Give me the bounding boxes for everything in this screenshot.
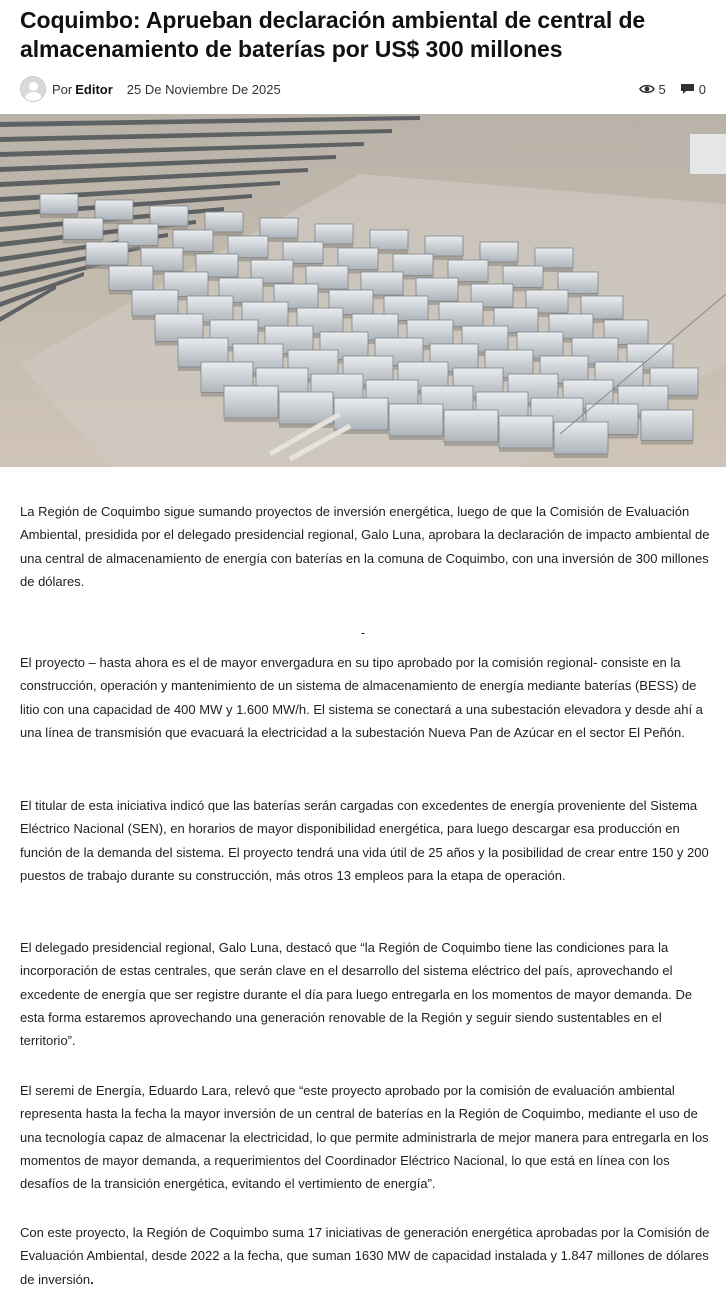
publish-date: 25 De Noviembre De 2025 bbox=[126, 81, 281, 97]
paragraph-6 bbox=[20, 1221, 710, 1291]
container-shadow bbox=[499, 448, 553, 452]
battery-container bbox=[480, 242, 518, 262]
paragraph-2: El proyecto – hasta ahora es el de mayor envergadura en su tipo aprobado por la comisión regional- consiste en la construcción, operación y mantenimiento de un sistema de almacenamiento de energía mediante baterías (BESS) de litio con una capacidad de 400 MW y 1.600 MW/h. El sistema se conectará a una subestación elevadora y desde ahí a una línea de transmisión que evacuará la electricidad a la subestación Nueva Pan de Azúcar en el sector El Peñón. bbox=[20, 655, 703, 740]
paragraph-3: El titular de esta iniciativa indicó que las baterías serán cargadas con excedentes de energía proveniente del Sistema Eléctrico Nacional (SEN), en horarios de mayor disponibilidad energética, para luego descargar esa producción en función de la demanda del sistema. El proyecto tendrá una vida útil de 25 años y la posibilidad de crear entre 150 y 200 puestos de trabajo durante su construcción, más otros 13 empleos para la etapa de operación. bbox=[20, 798, 709, 883]
battery-container bbox=[425, 236, 463, 256]
battery-container bbox=[370, 230, 408, 250]
battery-container bbox=[150, 206, 188, 226]
battery-container bbox=[155, 314, 203, 342]
battery-container bbox=[86, 242, 128, 265]
battery-container bbox=[389, 404, 443, 436]
by-label: Por bbox=[52, 81, 73, 97]
author-avatar[interactable] bbox=[20, 76, 46, 102]
eye-icon bbox=[639, 83, 655, 95]
battery-container bbox=[641, 410, 693, 441]
article-stats bbox=[639, 82, 706, 97]
battery-container bbox=[109, 266, 153, 291]
battery-container bbox=[334, 398, 388, 430]
paragraph-6-text: Con este proyecto, la Región de Coquimbo suma 17 iniciativas de generación energética aprobadas por la Comisión de Evaluación Ambiental, desde 2022 a la fecha, que suman 1630 MW de capacidad instalada y 1.847 millones de dólares de inversión bbox=[20, 1225, 710, 1287]
container-shadow bbox=[554, 454, 608, 458]
battery-container bbox=[535, 248, 573, 268]
separator: - bbox=[360, 625, 366, 640]
paragraph-4: El delegado presidencial regional, Galo Luna, destacó que “la Región de Coquimbo tiene las condiciones para la incorporación de estas centrales, que serán clave en el desarrollo del sistema eléctrico del país, aprovechando el excedente de energía que ser registre durante el día para luego entregarla en los momentos de mayor demanda. De esta forma estaremos aprovechando una generación renovable de la Región y seguir siendo sustentables en el territorio”. bbox=[20, 940, 693, 1049]
author-link[interactable]: Editor bbox=[75, 81, 113, 97]
battery-container bbox=[315, 224, 353, 244]
battery-container bbox=[40, 194, 78, 214]
battery-container bbox=[132, 290, 178, 316]
comments-count[interactable]: 0 bbox=[698, 81, 706, 97]
comment-icon[interactable] bbox=[680, 83, 695, 96]
container-shadow bbox=[444, 442, 498, 446]
container-shadow bbox=[224, 418, 278, 422]
battery-container bbox=[260, 218, 298, 238]
paragraph-1: La Región de Coquimbo sigue sumando proyectos de inversión energética, luego de que la Comisión de Evaluación Ambiental, presidida por el delegado presidencial regional, Galo Luna, aprobara la declaración de impacto ambiental de una central de almacenamiento de energía con baterías en la comuna de Coquimbo, con una inversión de 300 millones de dólares. bbox=[20, 504, 710, 589]
battery-container bbox=[444, 410, 498, 442]
article-meta bbox=[0, 74, 726, 104]
battery-container bbox=[95, 200, 133, 220]
battery-container bbox=[63, 218, 103, 240]
battery-container bbox=[499, 416, 553, 448]
battery-container bbox=[279, 392, 333, 424]
battery-container bbox=[224, 386, 278, 418]
paragraph-5: El seremi de Energía, Eduardo Lara, relevó que “este proyecto aprobado por la comisión de evaluación ambiental representa hasta la fecha la mayor inversión de un central de baterías en la Región de Coquimbo, mediante el uso de una tecnología capaz de almacenar la electricidad, lo que permite administrarla de mejor manera para entregarla en los momentos de mayor demanda, a requerimientos del Coordinador Eléctrico Nacional, lo que está en línea con los desafíos de la transición energética, evitando el vertimiento de energía”. bbox=[20, 1083, 709, 1192]
container-shadow bbox=[389, 436, 443, 440]
views-count: 5 bbox=[658, 81, 666, 97]
article-title: Coquimbo: Aprueban declaración ambiental de central de almacenamiento de baterías por US$ 300 millones bbox=[20, 7, 646, 62]
container-shadow bbox=[641, 441, 693, 445]
battery-container bbox=[205, 212, 243, 232]
battery-storage-photo bbox=[0, 114, 726, 467]
container-shadow bbox=[40, 214, 78, 218]
paragraph-6-end: . bbox=[90, 1271, 94, 1287]
battery-container bbox=[554, 422, 608, 454]
hero-image bbox=[0, 114, 726, 467]
